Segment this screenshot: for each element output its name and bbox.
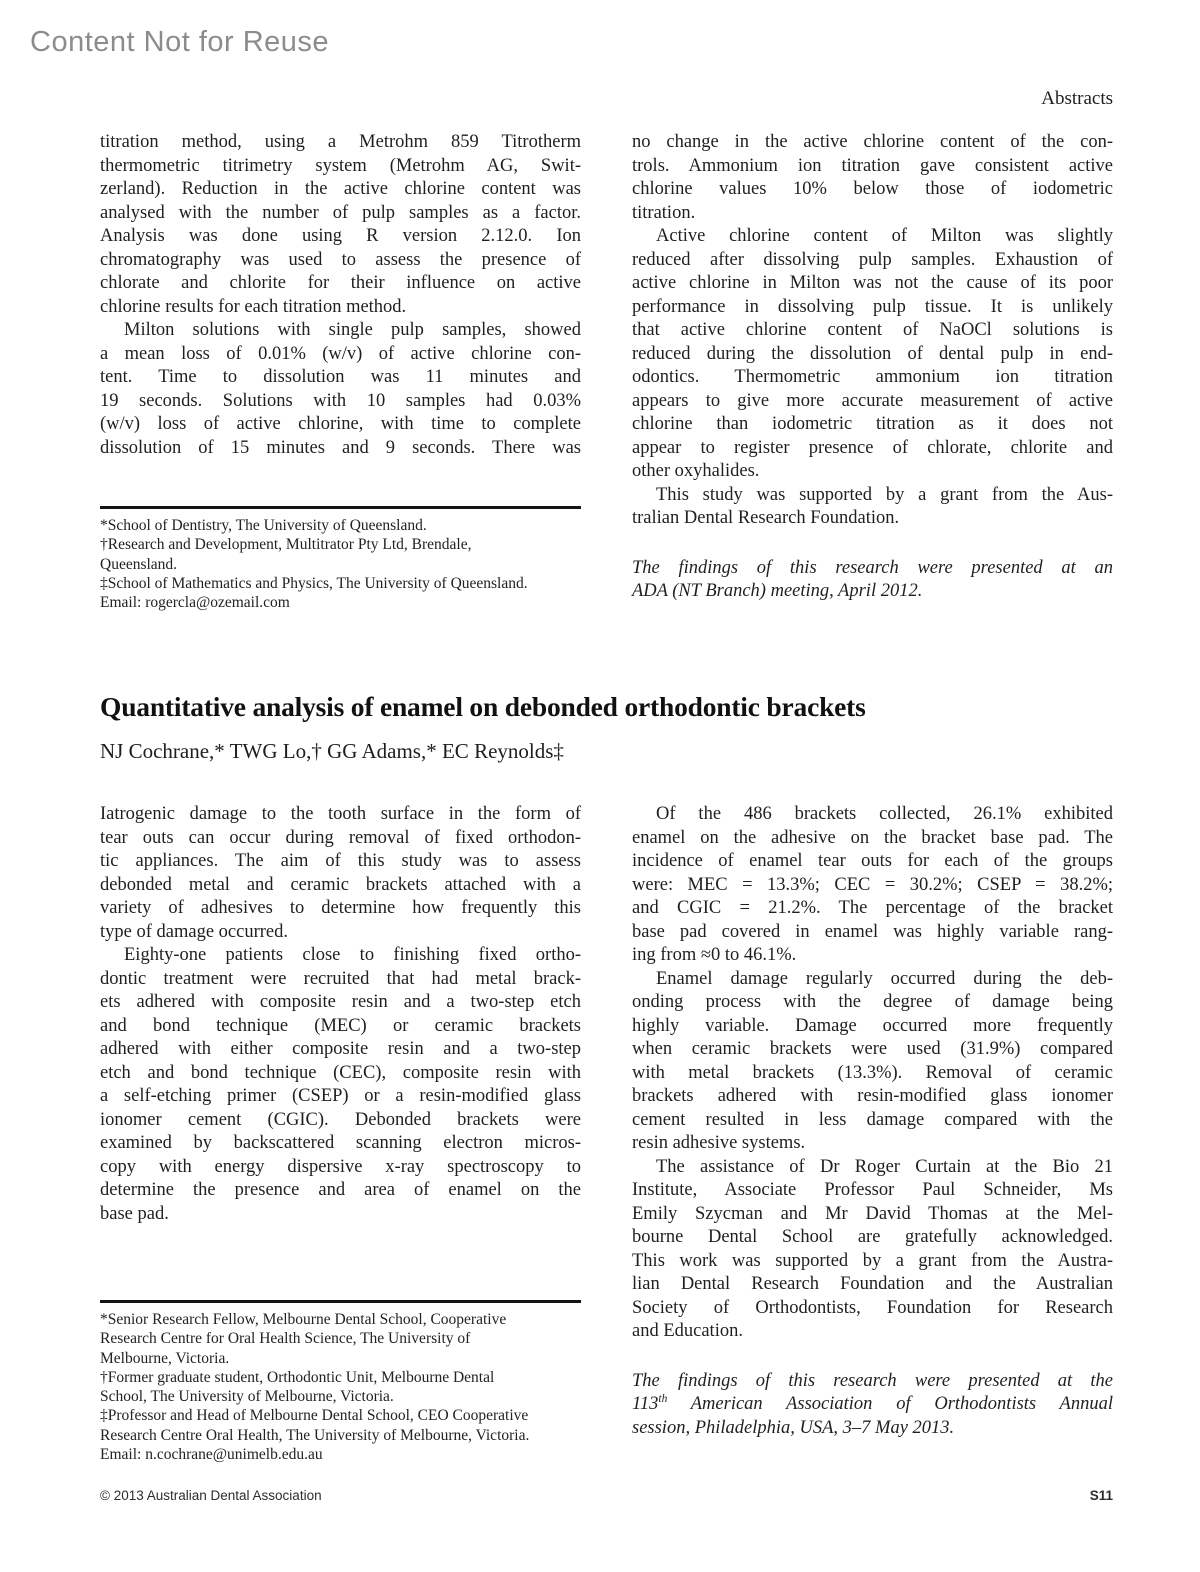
footnote-line: Queensland. — [100, 555, 178, 573]
body-paragraph — [100, 131, 581, 319]
text-line: with metal brackets (13.3%). Removal of ceramic — [632, 1062, 1113, 1083]
text-segment: American Association of Orthodontists Annual — [667, 1394, 1113, 1414]
text-line: The assistance of Dr Roger Curtain at the Bio 21 — [656, 1156, 1113, 1177]
text-line: a self-etching primer (CSEP) or a resin-modified glass — [100, 1086, 581, 1106]
running-head-abstracts: Abstracts — [1041, 88, 1113, 109]
text-line: appears to give more accurate measurement of active — [632, 390, 1113, 411]
text-line: This study was supported by a grant from the Aus- — [656, 484, 1113, 505]
text-line: (w/v) loss of active chlorine, with time to complete — [100, 414, 581, 434]
text-line: incidence of enamel tear outs for each of the groups — [632, 851, 1113, 871]
text-line: bourne Dental School are gratefully acknowledged. — [632, 1227, 1113, 1247]
text-line: zerland). Reduction in the active chlorine content was — [100, 179, 581, 199]
text-line: lian Dental Research Foundation and the Australian — [632, 1274, 1113, 1294]
presentation-note — [632, 557, 1113, 604]
footnote-line: †Former graduate student, Orthodontic Unit, Melbourne Dental — [100, 1368, 495, 1386]
text-line: and Education. — [632, 1321, 743, 1341]
abstract1-left-column — [100, 131, 581, 460]
footnote-line: School, The University of Melbourne, Victoria. — [100, 1388, 394, 1406]
footnote-line: Research Centre for Oral Health Science, The University of — [100, 1330, 471, 1348]
footnote-line: Email: rogercla@ozemail.com — [100, 594, 290, 612]
text-line: Emily Szycman and Mr David Thomas at the Mel- — [632, 1203, 1113, 1224]
body-paragraph — [100, 803, 581, 944]
text-line: and CGIC = 21.2%. The percentage of the bracket — [632, 898, 1113, 918]
content-not-for-reuse-watermark: Content Not for Reuse — [30, 26, 330, 58]
text-line: highly variable. Damage occurred more frequently — [632, 1015, 1113, 1036]
text-line: copy with energy dispersive x-ray spectroscopy to — [100, 1156, 581, 1177]
footnote-line: *School of Dentistry, The University of Queensland. — [100, 517, 427, 534]
text-line: type of damage occurred. — [100, 921, 288, 942]
text-line: 19 seconds. Solutions with 10 samples had 0.03% — [100, 390, 581, 411]
body-paragraph — [632, 225, 1113, 484]
text-line: no change in the active chlorine content of the con- — [632, 132, 1113, 152]
text-line: Milton solutions with single pulp samples, showed — [124, 320, 581, 340]
text-line: and bond technique (MEC) or ceramic brackets — [100, 1015, 581, 1036]
abstract1-footnotes — [100, 506, 581, 612]
text-line: Enamel damage regularly occurred during the deb- — [656, 968, 1113, 989]
body-paragraph — [632, 484, 1113, 531]
text-line: adhered with either composite resin and a two-step — [100, 1039, 581, 1059]
body-paragraph — [632, 968, 1113, 1156]
text-line: Eighty-one patients close to finishing fixed ortho- — [124, 945, 581, 965]
superscript: th — [658, 1392, 668, 1405]
footnote-line: ‡School of Mathematics and Physics, The University of Queensland. — [100, 574, 528, 592]
text-line: other oxyhalides. — [632, 461, 760, 481]
text-line: ADA (NT Branch) meeting, April 2012. — [632, 581, 923, 601]
text-line: etch and bond technique (CEC), composite resin with — [100, 1062, 581, 1083]
text-line: Active chlorine content of Milton was slightly — [656, 226, 1113, 246]
footnote-line: Email: n.cochrane@unimelb.edu.au — [100, 1446, 323, 1464]
text-line: session, Philadelphia, USA, 3–7 May 2013. — [632, 1417, 955, 1438]
text-line: chlorine values 10% below those of iodometric — [632, 179, 1113, 199]
text-line: tent. Time to dissolution was 11 minutes and — [100, 367, 581, 387]
body-paragraph — [632, 1156, 1113, 1344]
body-paragraph — [100, 944, 581, 1226]
text-line: thermometric titrimetry system (Metrohm AG, Swit- — [100, 155, 581, 176]
abstract1-right-column — [632, 131, 1113, 604]
text-segment: 113 — [632, 1394, 659, 1414]
text-line: chlorate and chlorite for their influence on active — [100, 273, 581, 293]
text-line: a mean loss of 0.01% (w/v) of active chlorine con- — [100, 343, 581, 364]
text-line: dissolution of 15 minutes and 9 seconds. There was — [100, 437, 581, 458]
text-line: that active chlorine content of NaOCl solutions is — [632, 320, 1113, 340]
text-line: chlorine than iodometric titration as it does not — [632, 414, 1113, 434]
text-line: analysed with the number of pulp samples as a factor. — [100, 202, 581, 223]
text-line: Society of Orthodontists, Foundation for Research — [632, 1297, 1113, 1318]
text-line: tic appliances. The aim of this study was to assess — [100, 851, 581, 871]
text-line: This work was supported by a grant from the Austra- — [632, 1250, 1113, 1271]
text-line: onding process with the degree of damage being — [632, 992, 1113, 1012]
footnote-line: ‡Professor and Head of Melbourne Dental School, CEO Cooperative — [100, 1407, 529, 1425]
text-line: base pad covered in enamel was highly variable rang- — [632, 921, 1113, 942]
abstract2-left-column — [100, 803, 581, 1226]
copyright-line: © 2013 Australian Dental Association — [100, 1488, 322, 1503]
text-line: Iatrogenic damage to the tooth surface in the form of — [100, 804, 581, 824]
text-line: brackets adhered with resin-modified glass ionomer — [632, 1086, 1113, 1106]
text-line: odontics. Thermometric ammonium ion titration — [632, 367, 1113, 387]
text-line: active chlorine in Milton was not the cause of its poor — [632, 273, 1113, 293]
text-line: titration method, using a Metrohm 859 Titrotherm — [100, 132, 581, 152]
text-line: were: MEC = 13.3%; CEC = 30.2%; CSEP = 38.2%; — [632, 874, 1113, 895]
abstract2-authors: NJ Cochrane,* TWG Lo,† GG Adams,* EC Reynolds‡ — [100, 739, 564, 763]
text-line: ets adhered with composite resin and a two-step etch — [100, 992, 581, 1012]
text-line: enamel on the adhesive on the bracket base pad. The — [632, 827, 1113, 848]
abstract2-title: Quantitative analysis of enamel on debonded orthodontic brackets — [100, 691, 866, 722]
text-line: chlorine results for each titration method. — [100, 296, 407, 317]
text-line: The findings of this research were presented at the — [632, 1370, 1113, 1391]
text-line: examined by backscattered scanning electron micros- — [100, 1133, 581, 1153]
text-line — [632, 1393, 1113, 1417]
text-line: dontic treatment were recruited that had metal brack- — [100, 968, 581, 989]
footnote-line: Melbourne, Victoria. — [100, 1349, 230, 1367]
text-line: Institute, Associate Professor Paul Schneider, Ms — [632, 1180, 1113, 1200]
text-line: ing from ≈0 to 46.1%. — [632, 945, 797, 965]
text-line: performance in dissolving pulp tissue. It is unlikely — [632, 296, 1113, 317]
presentation-note — [632, 1370, 1113, 1441]
text-line: appear to register presence of chlorate, chlorite and — [632, 437, 1113, 458]
text-line: Of the 486 brackets collected, 26.1% exhibited — [656, 804, 1113, 824]
text-line: The findings of this research were presented at an — [632, 557, 1113, 578]
text-line: ionomer cement (CGIC). Debonded brackets were — [100, 1109, 581, 1130]
footnote-line: †Research and Development, Multitrator Pty Ltd, Brendale, — [100, 536, 472, 554]
text-line: titration. — [632, 202, 696, 223]
footnote-line: Research Centre Oral Health, The University of Melbourne, Victoria. — [100, 1426, 530, 1444]
abstract2-footnotes — [100, 1300, 581, 1464]
text-line: tralian Dental Research Foundation. — [632, 508, 900, 528]
footnote-line: *Senior Research Fellow, Melbourne Dental School, Cooperative — [100, 1311, 507, 1328]
body-paragraph — [100, 319, 581, 460]
page-number: S11 — [1089, 1488, 1113, 1503]
text-line: trols. Ammonium ion titration gave consistent active — [632, 155, 1113, 176]
text-line: cement resulted in less damage compared with the — [632, 1109, 1113, 1130]
body-paragraph — [632, 131, 1113, 225]
text-line: base pad. — [100, 1203, 169, 1224]
text-line: chromatography was used to assess the presence of — [100, 249, 581, 270]
text-line: determine the presence and area of enamel on the — [100, 1180, 581, 1200]
abstract2-right-column — [632, 803, 1113, 1440]
body-paragraph — [632, 803, 1113, 968]
text-line: Analysis was done using R version 2.12.0. Ion — [100, 226, 581, 246]
text-line: debonded metal and ceramic brackets attached with a — [100, 874, 581, 895]
text-line: variety of adhesives to determine how frequently this — [100, 898, 581, 918]
text-line: when ceramic brackets were used (31.9%) compared — [632, 1039, 1113, 1059]
text-line: reduced during the dissolution of dental pulp in end- — [632, 343, 1113, 364]
text-line: reduced after dissolving pulp samples. Exhaustion of — [632, 249, 1113, 270]
text-line: resin adhesive systems. — [632, 1133, 806, 1153]
text-line: tear outs can occur during removal of fixed orthodon- — [100, 827, 581, 848]
